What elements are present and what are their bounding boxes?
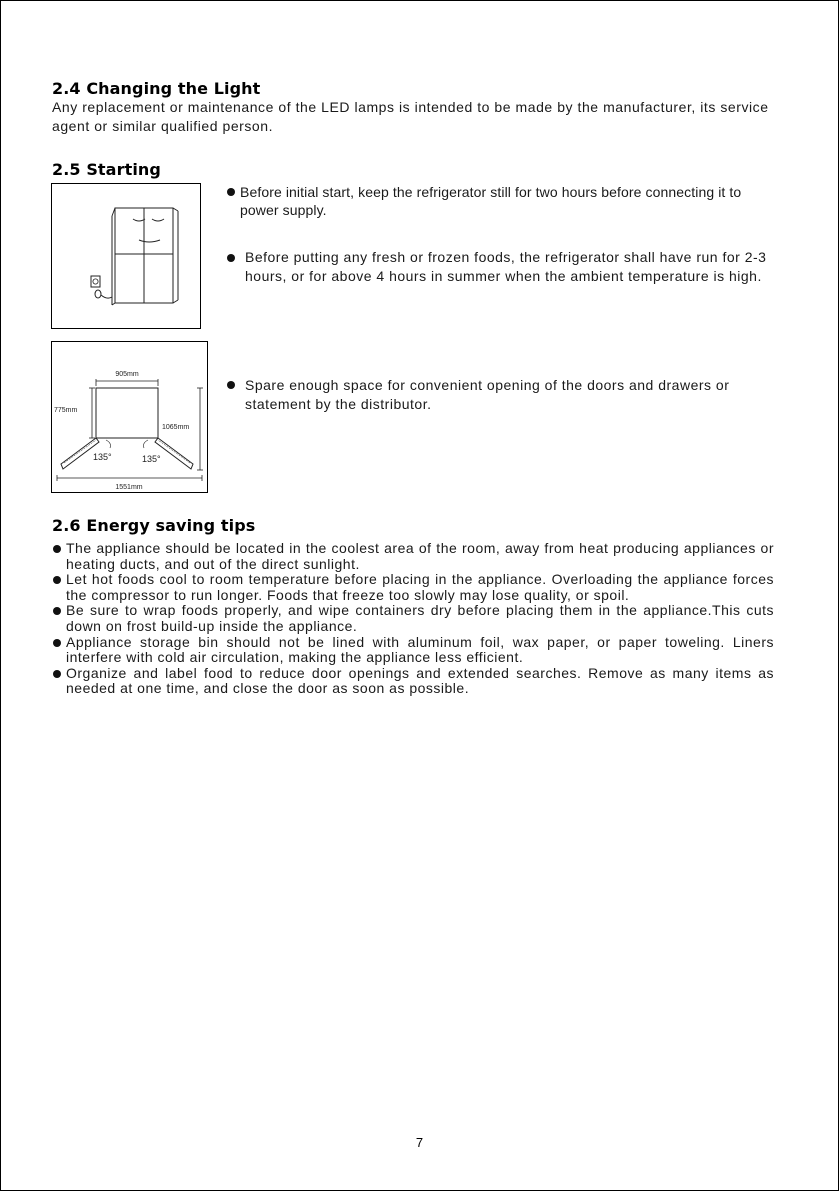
- starting-bullet-text: Before initial start, keep the refrigerator still for two hours before connecting it to power supply.: [240, 184, 742, 218]
- tip-text: The appliance should be located in the coolest area of the room, away from heat producing appliances or heating ducts, and out of the direct sunlight.: [66, 540, 774, 572]
- left-door-angle-label: 135°: [93, 452, 112, 462]
- depth-dimension-label: 775mm: [54, 407, 78, 414]
- bullet-dot: [53, 639, 61, 647]
- list-item: [52, 666, 774, 697]
- starting-bullet-text: Before putting any fresh or frozen foods, the refrigerator shall have run for 2-3 hours, or for above 4 hours in summer when the ambient temperature is high.: [245, 249, 767, 284]
- starting-bullet-2: [226, 248, 778, 285]
- list-item: [52, 572, 774, 603]
- list-item: [52, 603, 774, 634]
- bullet-dot: [53, 607, 61, 615]
- open-depth-dimension-label: 1065mm: [162, 424, 190, 431]
- clearance-dimension-diagram: [51, 341, 208, 493]
- total-width-dimension-label: 1551mm: [115, 484, 143, 491]
- energy-tips-list: [52, 541, 774, 697]
- starting-bullet-1: [226, 183, 778, 219]
- bullet-dot: [227, 254, 235, 262]
- bullet-dot: [227, 381, 235, 389]
- bullet-dot: [53, 670, 61, 678]
- section-title-starting: 2.5 Starting: [52, 160, 161, 179]
- bullet-dot: [53, 576, 61, 584]
- right-door-angle-label: 135°: [142, 454, 161, 464]
- section-title-energy-saving: 2.6 Energy saving tips: [52, 516, 256, 535]
- starting-bullet-3: [226, 376, 778, 413]
- tip-text: Organize and label food to reduce door openings and extended searches. Remove as many items as needed at one time, and close the door as soon as possible.: [66, 664, 774, 697]
- clearance-drawing: [52, 342, 207, 492]
- bullet-dot: [227, 188, 235, 196]
- starting-bullet-text: Spare enough space for convenient opening of the doors and drawers or statement by the distributor.: [245, 377, 730, 412]
- width-dimension-label: 905mm: [115, 371, 139, 378]
- fridge-plug-illustration: [51, 183, 201, 329]
- bullet-dot: [53, 545, 61, 553]
- light-paragraph: Any replacement or maintenance of the LED lamps is intended to be made by the manufacturer, its service agent or similar qualified person.: [52, 99, 769, 134]
- tip-text: Be sure to wrap foods properly, and wipe containers dry before placing them in the appliance.This cuts down on frost build-up inside the appliance.: [66, 602, 774, 634]
- fridge-plug-drawing: [52, 184, 200, 328]
- list-item: [52, 635, 774, 666]
- page-number: 7: [415, 1135, 424, 1150]
- tip-text: Appliance storage bin should not be lined with aluminum foil, wax paper, or paper toweling. Liners interfere with cold air circulation, making the appliance less efficient.: [66, 633, 774, 666]
- list-item: [52, 541, 774, 572]
- section-title-changing-light: 2.4 Changing the Light: [52, 79, 261, 98]
- tip-text: Let hot foods cool to room temperature before placing in the appliance. Overloading the appliance forces the compressor to run longer. Foods that freeze too slowly may lose quality, or spoil.: [66, 571, 774, 603]
